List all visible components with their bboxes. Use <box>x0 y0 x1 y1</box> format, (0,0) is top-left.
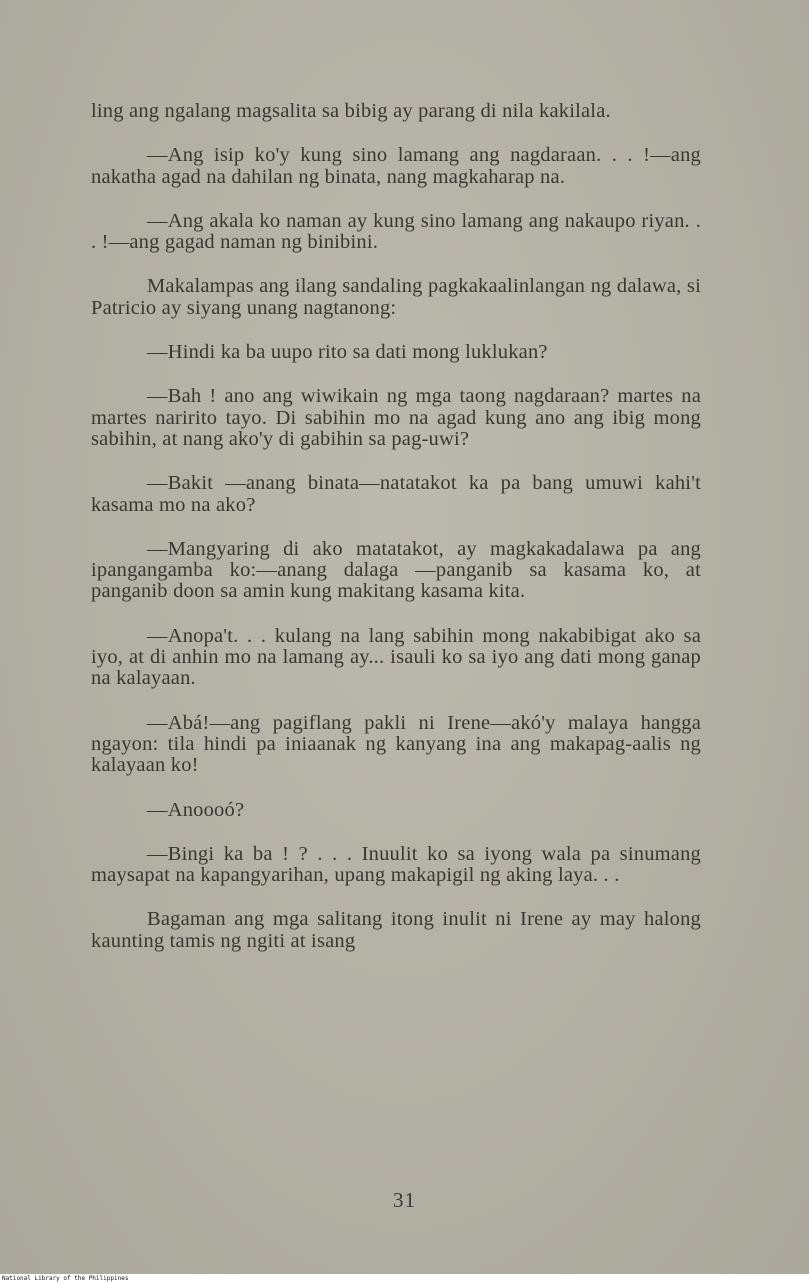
body-text <box>91 101 701 975</box>
paragraph: Bagaman ang mga salitang itong inulit ni Irene ay may halong kaunting tamis ng ngiti at isang <box>91 908 701 952</box>
paragraph: —Bakit —anang binata—natatakot ka pa bang umuwi kahi't kasama mo na ako? <box>91 472 701 516</box>
paragraph: —Ang isip ko'y kung sino lamang ang nagdaraan. . . !—ang nakatha agad na dahilan ng binata, nang magkaharap na. <box>91 144 701 188</box>
paragraph: —Anopa't. . . kulang na lang sabihin mong nakabibigat ako sa iyo, at di anhin mo na lamang ay... isauli ko sa iyo ang dati mong ganap na kalayaan. <box>91 624 701 690</box>
paragraph: —Ang akala ko naman ay kung sino lamang ang nakaupo riyan. . . !—ang gagad naman ng binibini. <box>91 209 701 254</box>
paragraph: —Abá!—ang pagiflang pakli ni Irene—akó'y malaya hangga ngayon: tila hindi pa iniaanak ng kanyang ina ang makapag-aalis ng kalayaan ko! <box>91 711 701 777</box>
paragraph: —Hindi ka ba uupo rito sa dati mong luklukan? <box>147 341 548 364</box>
paragraph: —Mangyaring di ako matatakot, ay magkakadalawa pa ang ipangangamba ko:—anang dalaga —panganib sa kasama ko, at panganib doon sa amin kung makitang kasama kita. <box>91 537 701 603</box>
paragraph: ling ang ngalang magsalita sa bibig ay parang di nila kakilala. <box>91 100 611 122</box>
paragraph: —Anoooó? <box>147 798 245 821</box>
paragraph: Makalampas ang ilang sandaling pagkakaalinlangan ng dalawa, si Patricio ay siyang unang nagtanong: <box>91 275 701 319</box>
page-number: 31 <box>393 1188 416 1212</box>
paragraph: —Bah ! ano ang wiwikain ng mga taong nagdaraan? martes na martes naririto tayo. Di sabihin mo na agad kung ano ang ibig mong sabihin, at nang ako'y di gabihin sa pag-uwi? <box>91 385 701 450</box>
paragraph: —Bingi ka ba ! ? . . . Inuulit ko sa iyong wala pa sinumang maysapat na kapangyarihan, upang makapigil ng aking laya. . . <box>91 842 701 887</box>
footer-credit: National Library of the Philippines <box>2 1275 129 1282</box>
